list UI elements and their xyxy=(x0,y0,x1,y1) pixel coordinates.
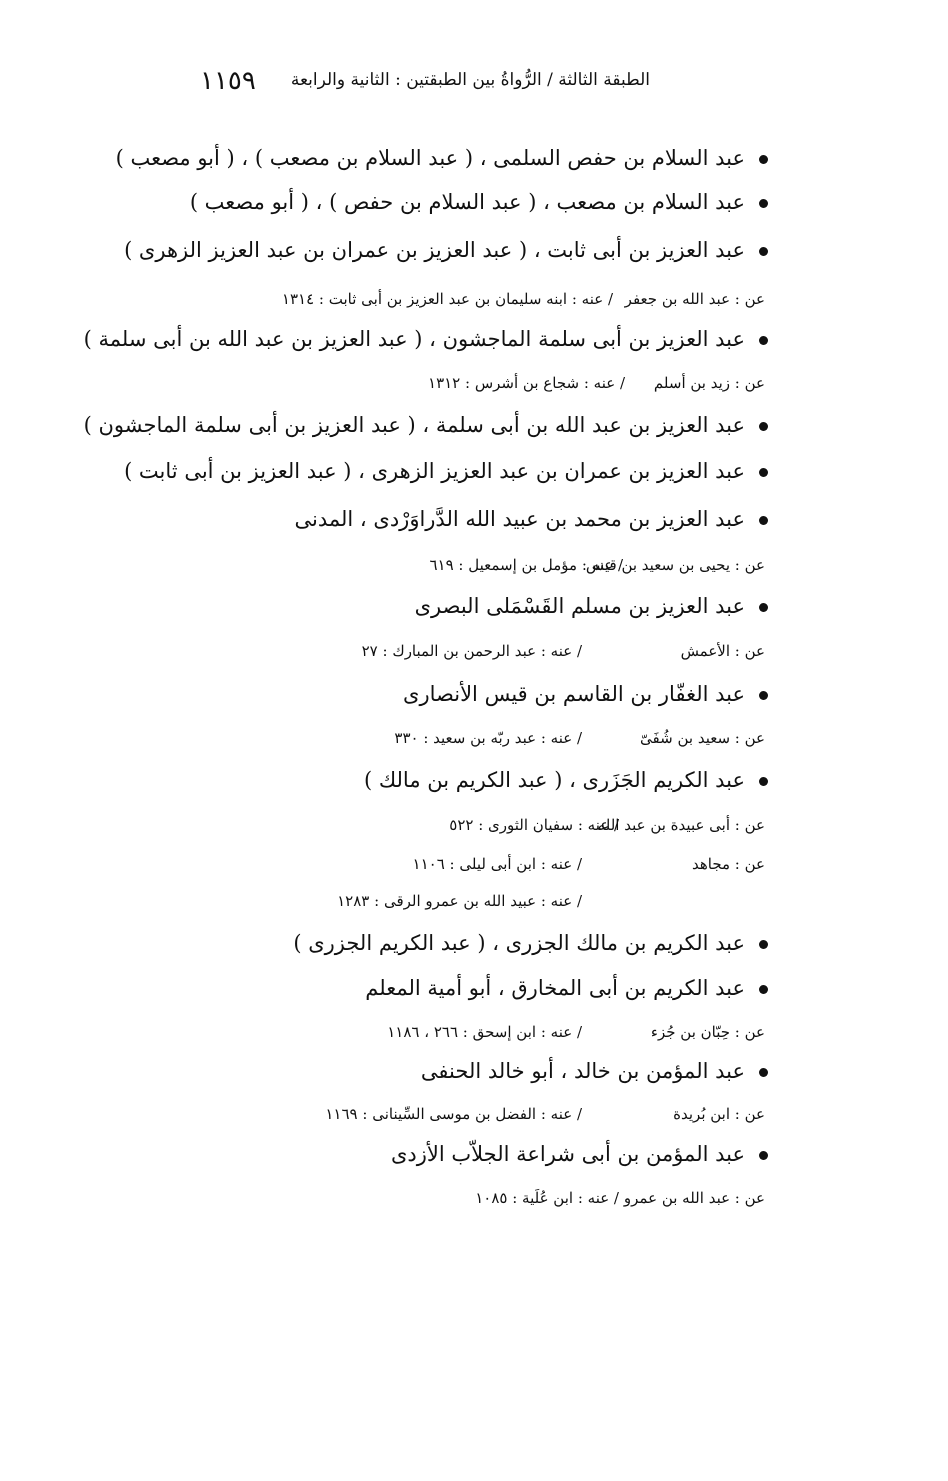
narrated-by: / عنه : الفضل بن موسى السِّينانى : ١١٦٩ xyxy=(325,1105,582,1123)
narrator-entry xyxy=(364,763,768,797)
narrator-entry xyxy=(190,185,768,219)
narrated-by: / عنه : شجاع بن أشرس : ١٣١٢ xyxy=(428,374,625,392)
entry-name: عبد المؤمن بن خالد ، أبو خالد الحنفى xyxy=(420,1059,745,1083)
bullet-icon xyxy=(759,1151,768,1160)
narrated-from: عن : ابن بُريدة xyxy=(673,1105,765,1123)
narrated-from: عن : يحيى بن سعيد بن قيس xyxy=(585,556,765,574)
entry-name: عبد الكريم الجَزَرى ، ( عبد الكريم بن مالك ) xyxy=(363,768,745,792)
narrator-entry xyxy=(293,926,768,960)
narration-line xyxy=(345,1185,765,1211)
bullet-icon xyxy=(759,691,768,700)
narrator-entry xyxy=(365,971,768,1005)
narrated-by: / عنه : سفيان الثورى : ٥٢٢ xyxy=(449,816,619,834)
narrated-from: عن : الأعمش xyxy=(680,642,765,660)
narration-line xyxy=(345,1019,765,1045)
entry-name: عبد السلام بن حفص السلمى ، ( عبد السلام بن مصعب ) ، ( أبو مصعب ) xyxy=(115,146,745,170)
entry-name: عبد المؤمن بن أبى شراعة الجلاّب الأزدى xyxy=(390,1142,745,1166)
entry-name: عبد الغفّار بن القاسم بن قيس الأنصارى xyxy=(403,682,745,706)
narration-line xyxy=(345,638,765,664)
narrated-from: عن : سعيد بن شُفَىّ xyxy=(640,729,765,747)
bullet-icon xyxy=(759,777,768,786)
bullet-icon xyxy=(759,422,768,431)
bullet-icon xyxy=(759,603,768,612)
bullet-icon xyxy=(759,1068,768,1077)
narrator-entry xyxy=(84,322,768,356)
entry-name: عبد العزيز بن عمران بن عبد العزيز الزهرى ، ( عبد العزيز بن أبى ثابت ) xyxy=(124,459,745,483)
bullet-icon xyxy=(759,985,768,994)
narrated-by: / عنه : عبد الرحمن بن المبارك : ٢٧ xyxy=(361,642,582,660)
narrated-from: عن : عبد الله بن جعفر xyxy=(624,290,765,308)
narrated-by: / عنه : ابن أبى ليلى : ١١٠٦ xyxy=(412,855,582,873)
narration-line xyxy=(345,370,765,396)
entry-name: عبد العزيز بن عبد الله بن أبى سلمة ، ( عبد العزيز بن أبى سلمة الماجشون ) xyxy=(83,413,745,437)
narrated-by: / عنه : مؤمل بن إسمعيل : ٦١٩ xyxy=(429,556,623,574)
narrated-from: عن : مجاهد xyxy=(691,855,765,873)
narration-line xyxy=(235,286,765,312)
bullet-icon xyxy=(759,199,768,208)
bullet-icon xyxy=(759,155,768,164)
narrator-entry xyxy=(295,502,768,536)
narrator-entry xyxy=(391,1137,768,1171)
narrated-from: عن : عبد الله بن عمرو xyxy=(623,1189,765,1207)
narrator-entry xyxy=(421,1054,768,1088)
bullet-icon xyxy=(759,336,768,345)
narrator-entry xyxy=(124,233,768,267)
narration-line xyxy=(345,725,765,751)
entry-name: عبد الكريم بن مالك الجزرى ، ( عبد الكريم الجزرى ) xyxy=(293,931,745,955)
narrator-entry xyxy=(403,677,768,711)
narrated-from: عن : أبى عبيدة بن عبد الله xyxy=(597,816,765,834)
bullet-icon xyxy=(759,516,768,525)
narrator-entry xyxy=(415,589,768,623)
narrator-entry xyxy=(124,454,768,488)
bullet-icon xyxy=(759,468,768,477)
narrated-by: / عنه : ابنه سليمان بن عبد العزيز بن أبى ثابت : ١٣١٤ xyxy=(281,290,613,308)
bullet-icon xyxy=(759,940,768,949)
narrated-from: عن : حِبّان بن جُزء xyxy=(650,1023,765,1041)
narrated-by: / عنه : ابن عُلَية : ١٠٨٥ xyxy=(475,1189,619,1207)
narration-line xyxy=(295,1101,765,1127)
bullet-icon xyxy=(759,247,768,256)
narrator-entry xyxy=(84,408,768,442)
entry-name: عبد العزيز بن محمد بن عبيد الله الدَّراوَرْدى ، المدنى xyxy=(294,507,745,531)
running-head: الطبقة الثالثة / الرُّواةُ بين الطبقتين : الثانية والرابعة xyxy=(290,70,650,90)
narrated-by: / عنه : عبد ربّه بن سعيد : ٣٣٠ xyxy=(394,729,582,747)
narration-line xyxy=(345,851,765,877)
page-header xyxy=(190,66,660,106)
entry-name: عبد العزيز بن أبى ثابت ، ( عبد العزيز بن عمران بن عبد العزيز الزهرى ) xyxy=(124,238,745,262)
entry-name: عبد العزيز بن أبى سلمة الماجشون ، ( عبد العزيز بن عبد الله بن أبى سلمة ) xyxy=(83,327,745,351)
narrated-by: / عنه : عبيد الله بن عمرو الرقى : ١٢٨٣ xyxy=(337,892,582,910)
narration-line xyxy=(315,888,765,914)
page-number: ١١٥٩ xyxy=(200,66,256,96)
narration-line xyxy=(345,812,765,838)
entry-name: عبد العزيز بن مسلم القَسْمَلى البصرى xyxy=(414,594,745,618)
narrated-from: عن : زيد بن أسلم xyxy=(653,374,765,392)
entry-name: عبد الكريم بن أبى المخارق ، أبو أمية المعلم xyxy=(365,976,745,1000)
narrator-entry xyxy=(116,141,768,175)
narration-line xyxy=(345,552,765,578)
narrated-by: / عنه : ابن إسحق : ٢٦٦ ، ١١٨٦ xyxy=(387,1023,582,1041)
entry-name: عبد السلام بن مصعب ، ( عبد السلام بن حفص ) ، ( أبو مصعب ) xyxy=(189,190,745,214)
